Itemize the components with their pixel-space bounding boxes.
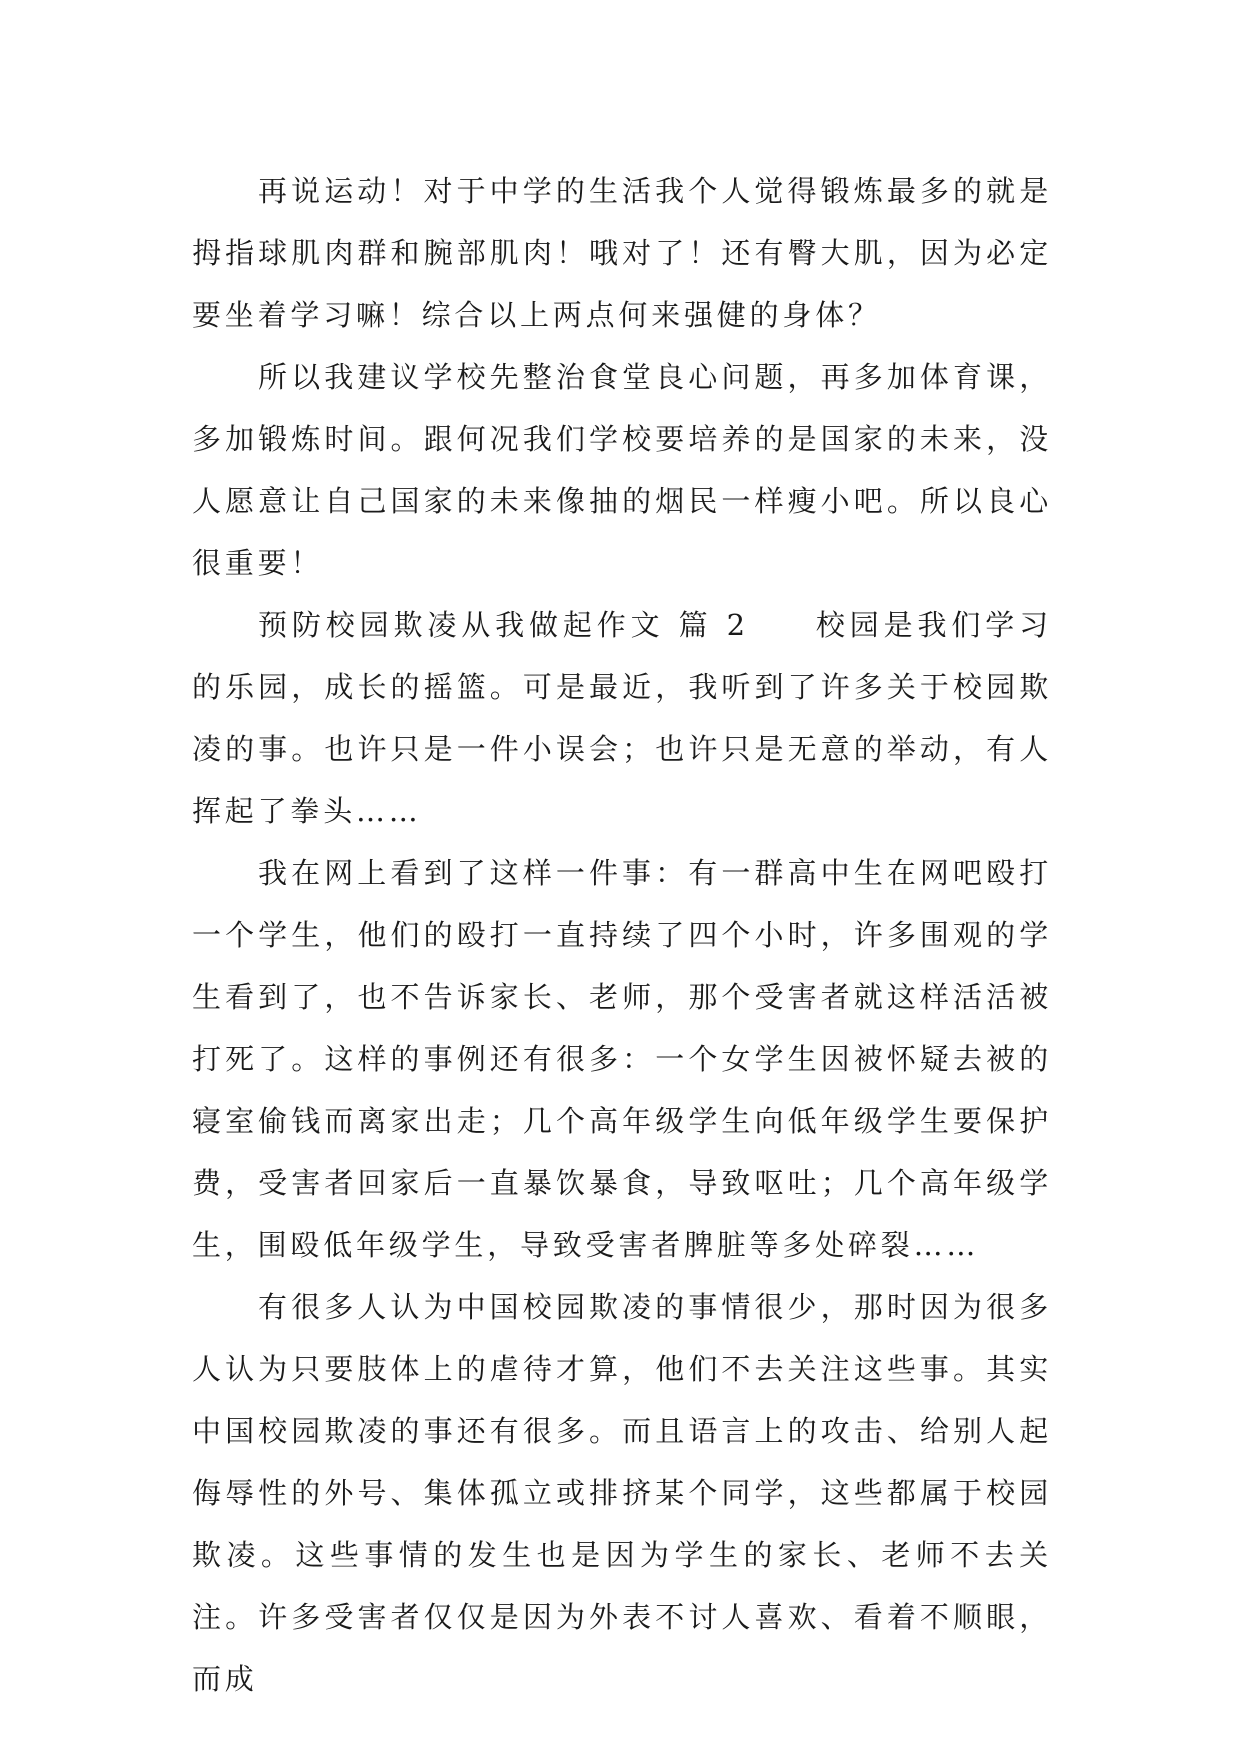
paragraph-exercise: 再说运动！对于中学的生活我个人觉得锻炼最多的就是拇指球肌肉群和腕部肌肉！哦对了！还有臀大肌，因为必定要坐着学习嘛！综合以上两点何来强健的身体？	[192, 174, 1052, 332]
essay-heading: 预防校园欺凌从我做起作文 篇 2	[258, 608, 749, 642]
paragraph-suggestion: 所以我建议学校先整治食堂良心问题，再多加体育课，多加锻炼时间。跟何况我们学校要培养的是国家的未来，没人愿意让自己国家的未来像抽的烟民一样瘦小吧。所以良心很重要！	[192, 360, 1052, 580]
paragraph-online-story: 我在网上看到了这样一件事：有一群高中生在网吧殴打一个学生，他们的殴打一直持续了四个小时，许多围观的学生看到了，也不告诉家长、老师，那个受害者就这样活活被打死了。这样的事例还有很多：一个女学生因被怀疑去被的寝室偷钱而离家出走；几个高年级学生向低年级学生要保护费，受害者回家后一直暴饮暴食，导致呕吐；几个高年级学生，围殴低年级学生，导致受害者脾脏等多处碎裂……	[192, 856, 1052, 1262]
document-body	[192, 160, 1052, 1710]
paragraph-essay-heading	[192, 594, 1052, 842]
paragraph-bullying-awareness: 有很多人认为中国校园欺凌的事情很少，那时因为很多人认为只要肢体上的虐待才算，他们不去关注这些事。其实中国校园欺凌的事还有很多。而且语言上的攻击、给别人起侮辱性的外号、集体孤立或排挤某个同学，这些都属于校园欺凌。这些事情的发生也是因为学生的家长、老师不去关注。许多受害者仅仅是因为外表不讨人喜欢、看着不顺眼，而成	[192, 1290, 1052, 1696]
essay-intro: 校园是我们学习的乐园，成长的摇篮。可是最近，我听到了许多关于校园欺凌的事。也许只是一件小误会；也许只是无意的举动，有人挥起了拳头……	[192, 608, 1052, 828]
